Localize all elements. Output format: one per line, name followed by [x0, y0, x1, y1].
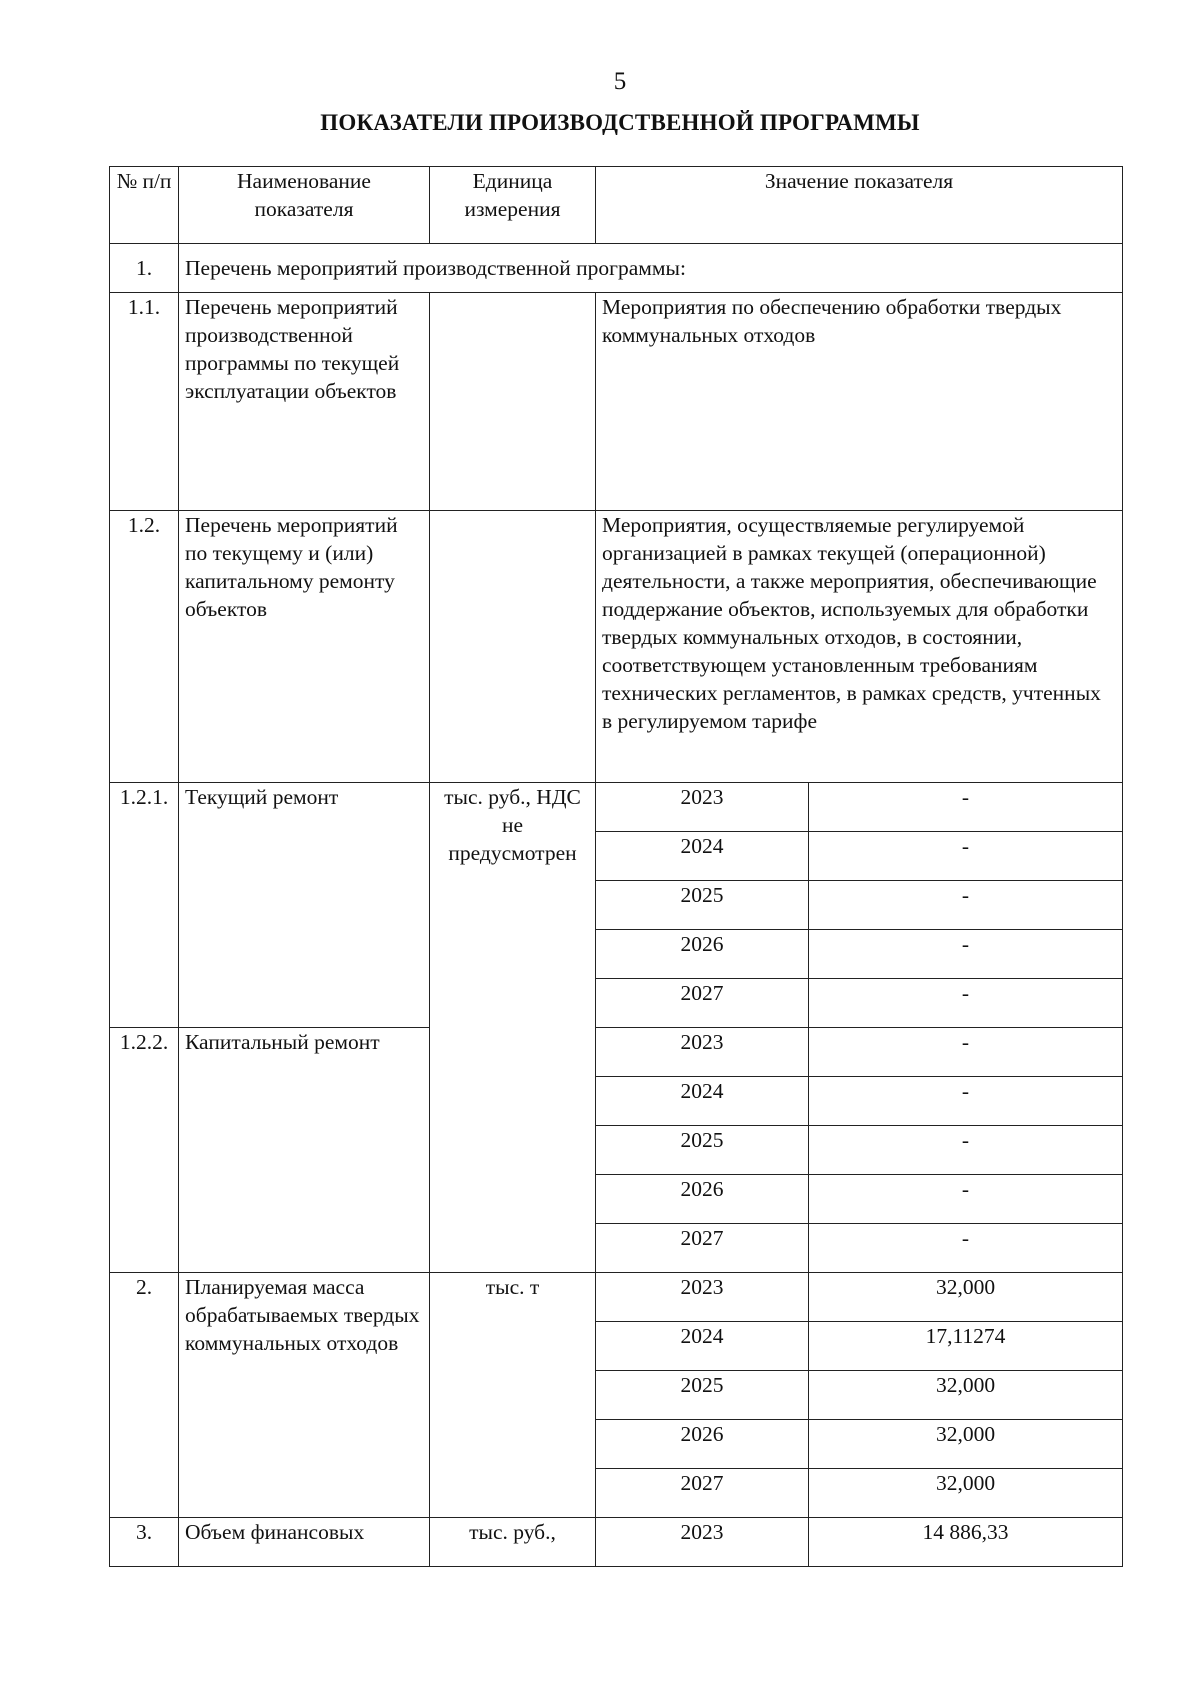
year-cell: 2023: [596, 1518, 809, 1567]
table-row: [110, 1273, 1123, 1322]
row-number: 1.: [110, 244, 179, 293]
year-cell: 2024: [596, 832, 809, 881]
indicator-name: Планируемая масса обрабатываемых твердых коммунальных отходов: [179, 1273, 430, 1518]
year-cell: 2024: [596, 1322, 809, 1371]
indicator-unit: тыс. руб., НДС не предусмотрен: [430, 783, 596, 1273]
value-cell: -: [809, 881, 1123, 930]
value-cell: 32,000: [809, 1469, 1123, 1518]
table-row: [110, 1518, 1123, 1567]
table-row: [110, 783, 1123, 832]
value-cell: 17,11274: [809, 1322, 1123, 1371]
value-cell: -: [809, 930, 1123, 979]
row-number: 3.: [110, 1518, 179, 1567]
indicator-name: Объем финансовых: [179, 1518, 430, 1567]
document-title: ПОКАЗАТЕЛИ ПРОИЗВОДСТВЕННОЙ ПРОГРАММЫ: [320, 110, 920, 135]
value-cell: -: [809, 1224, 1123, 1273]
value-cell: 14 886,33: [809, 1518, 1123, 1567]
value-cell: -: [809, 979, 1123, 1028]
header-value: Значение показателя: [596, 167, 1123, 244]
indicator-unit: [430, 293, 596, 511]
year-cell: 2027: [596, 1469, 809, 1518]
year-cell: 2026: [596, 1420, 809, 1469]
row-number: 1.2.2.: [110, 1028, 179, 1273]
indicator-name: Перечень мероприятий производственной программы по текущей эксплуатации объектов: [179, 293, 430, 511]
indicator-unit: [430, 511, 596, 783]
indicators-table: [109, 166, 1123, 1567]
indicator-name: Перечень мероприятий по текущему и (или) капитальному ремонту объектов: [179, 511, 430, 783]
table-row: [110, 511, 1123, 783]
indicator-unit: тыс. руб.,: [430, 1518, 596, 1567]
year-cell: 2026: [596, 1175, 809, 1224]
table-row: [110, 244, 1123, 293]
indicator-unit: тыс. т: [430, 1273, 596, 1518]
header-name: Наименование показателя: [179, 167, 430, 244]
year-cell: 2025: [596, 1126, 809, 1175]
table-row: [110, 293, 1123, 511]
row-number: 1.2.: [110, 511, 179, 783]
table-header-row: [110, 167, 1123, 244]
year-cell: 2027: [596, 979, 809, 1028]
value-cell: -: [809, 1175, 1123, 1224]
value-cell: 32,000: [809, 1273, 1123, 1322]
section-heading: Перечень мероприятий производственной программы:: [179, 244, 1123, 293]
value-cell: 32,000: [809, 1420, 1123, 1469]
value-cell: 32,000: [809, 1371, 1123, 1420]
row-number: 1.2.1.: [110, 783, 179, 1028]
year-cell: 2025: [596, 881, 809, 930]
table-row: [110, 1028, 1123, 1077]
value-cell: -: [809, 1028, 1123, 1077]
row-number: 2.: [110, 1273, 179, 1518]
indicator-name: Текущий ремонт: [179, 783, 430, 1028]
page-number: 5: [613, 68, 627, 95]
header-unit: Единица измерения: [430, 167, 596, 244]
indicator-value: Мероприятия, осуществляемые регулируемой организацией в рамках текущей (операционной) деятельности, а также мероприятия, обеспечивающие поддержание объектов, используемых для обработки твердых коммунальных отходов, в состоянии, соответствующем установленным требованиям технических регламентов, в рамках средств, учтенных в регулируемом тарифе: [596, 511, 1123, 783]
value-cell: -: [809, 1126, 1123, 1175]
indicator-name: Капитальный ремонт: [179, 1028, 430, 1273]
year-cell: 2024: [596, 1077, 809, 1126]
year-cell: 2023: [596, 1273, 809, 1322]
value-cell: -: [809, 832, 1123, 881]
indicator-value: Мероприятия по обеспечению обработки твердых коммунальных отходов: [596, 293, 1123, 511]
year-cell: 2026: [596, 930, 809, 979]
year-cell: 2027: [596, 1224, 809, 1273]
year-cell: 2025: [596, 1371, 809, 1420]
value-cell: -: [809, 783, 1123, 832]
row-number: 1.1.: [110, 293, 179, 511]
year-cell: 2023: [596, 1028, 809, 1077]
year-cell: 2023: [596, 783, 809, 832]
value-cell: -: [809, 1077, 1123, 1126]
header-num: № п/п: [110, 167, 179, 244]
